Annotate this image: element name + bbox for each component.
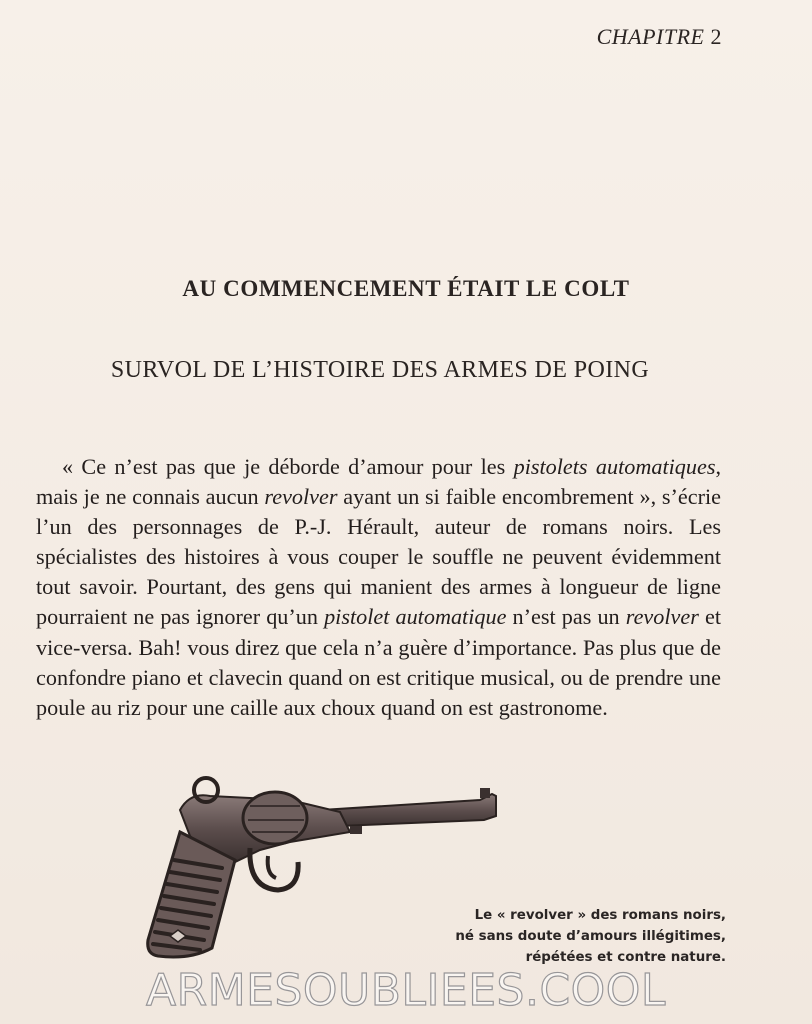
chapter-subtitle: SURVOL DE L’HISTOIRE DES ARMES DE POING (110, 357, 650, 383)
chapter-label: CHAPITRE (596, 24, 705, 49)
text-run: n’est pas un (506, 604, 626, 630)
caption-line: Le « revolver » des romans noirs, (474, 908, 726, 923)
chapter-heading (597, 24, 722, 50)
text-run: et vice-versa. Bah! vous direz que cela n’a guère d’importance. Pas plus que de confondre piano et clavecin quand on est critique musical, ou de prendre une poule au riz pour une caille aux choux quand on est gastronome. (36, 604, 721, 720)
illustration-caption (386, 905, 726, 968)
italic-term: revolver (264, 484, 338, 510)
chapter-title: AU COMMENCEMENT ÉTAIT LE COLT (182, 276, 630, 301)
text-run: ayant un si faible encombrement », s’écrie l’un des personnages de P.-J. Hérault, auteur de romans noirs. Les spécialistes des histoires à vous couper le souffle ne peuvent évidemment tout savoir. Pourtant, des gens qui manient des armes à longueur de ligne pourraient ne pas ignorer qu’un (36, 484, 721, 630)
italic-term: pistolet automatique (324, 604, 507, 630)
chapter-number: 2 (710, 24, 722, 49)
italic-term: pistolets automatiques (513, 454, 716, 479)
caption-line: répétées et contre nature. (525, 950, 726, 965)
watermark: ARMESOUBLIEES.COOL (146, 965, 666, 1016)
text-run: , mais je ne connais aucun (36, 454, 721, 510)
text-run: « Ce n’est pas que je déborde d’amour pour les (62, 454, 514, 479)
italic-term: revolver (625, 604, 699, 630)
caption-line: né sans doute d’amours illégitimes, (455, 929, 726, 944)
body-paragraph (36, 452, 721, 723)
